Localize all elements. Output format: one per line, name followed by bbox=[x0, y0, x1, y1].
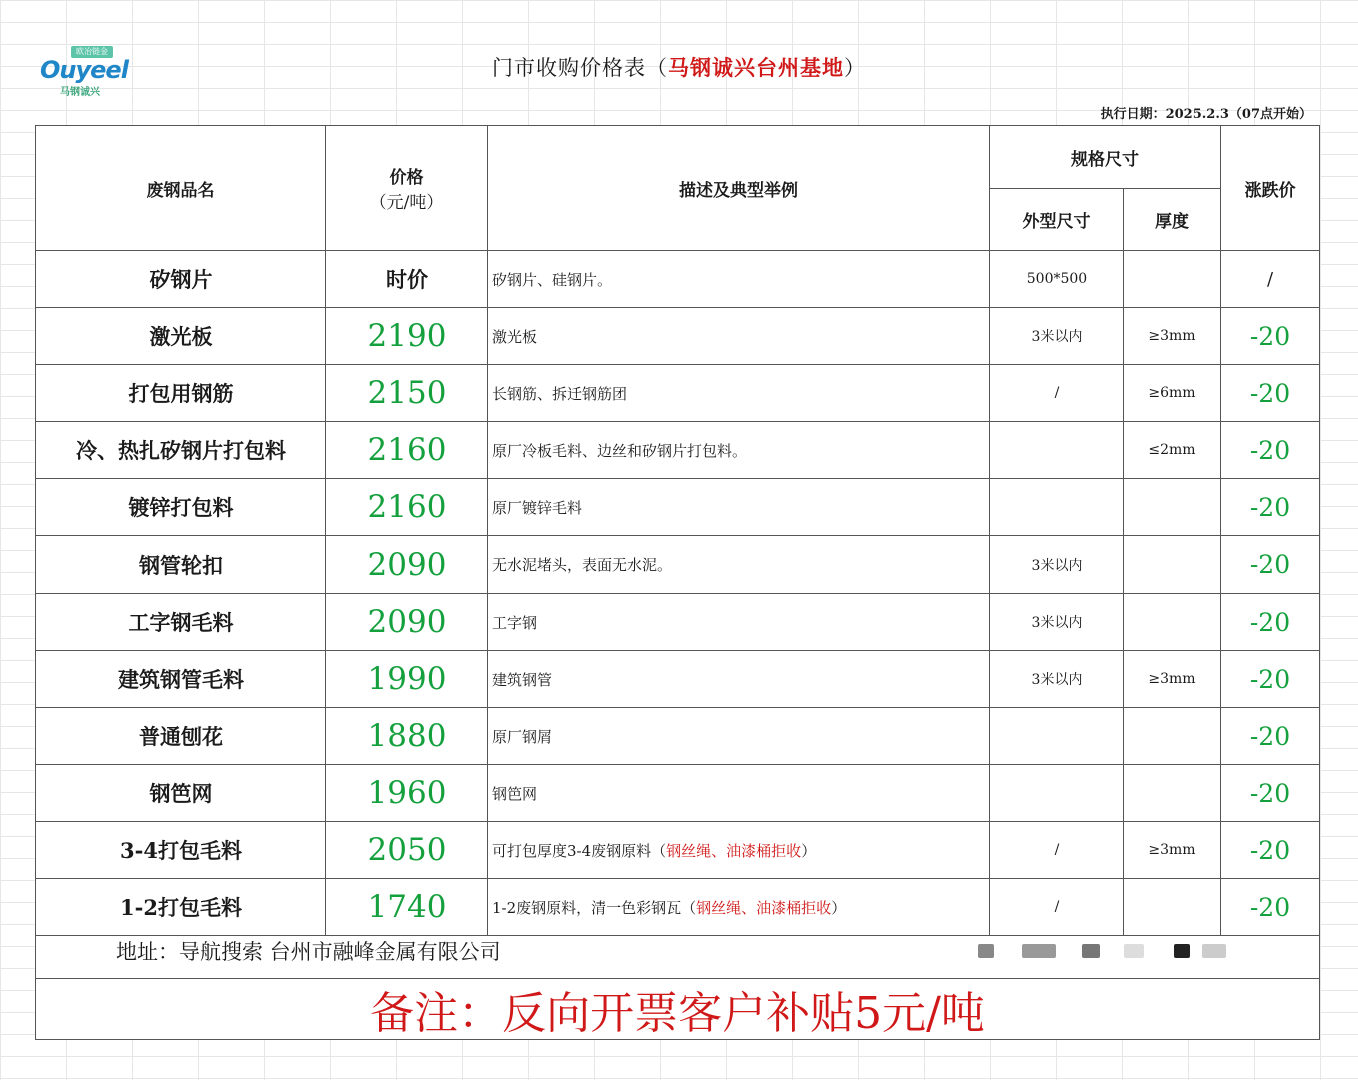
description-text: 原厂冷板毛料、边丝和矽钢片打包料。 bbox=[492, 441, 748, 460]
description-text: 无水泥堵头，表面无水泥。 bbox=[492, 556, 673, 574]
logo-wordmark: Ouyeel bbox=[40, 56, 128, 84]
row-change: / bbox=[1266, 268, 1274, 290]
row-thickness: ≥3mm bbox=[1148, 842, 1196, 858]
header-change: 涨跌价 bbox=[1244, 180, 1296, 201]
row-description bbox=[490, 536, 990, 593]
header-name: 废钢品名 bbox=[146, 180, 215, 201]
description-warning: 钢丝绳、油漆桶拒收 bbox=[696, 898, 832, 917]
row-price: 1990 bbox=[367, 661, 447, 697]
row-description bbox=[490, 822, 990, 878]
execution-date: 执行日期：2025.2.3（07点开始） bbox=[1100, 107, 1312, 122]
header-price-line2: （元/吨） bbox=[369, 193, 444, 213]
row-outer-size: / bbox=[1054, 899, 1060, 915]
row-change: -20 bbox=[1249, 892, 1291, 922]
row-outer-size bbox=[990, 708, 1124, 764]
row-name: 矽钢片 bbox=[149, 267, 213, 292]
row-change: -20 bbox=[1249, 378, 1291, 408]
row-change: -20 bbox=[1249, 778, 1291, 808]
redacted-block bbox=[1082, 944, 1100, 958]
description-text: 建筑钢管 bbox=[492, 670, 553, 689]
row-outer-size: 3米以内 bbox=[1031, 557, 1083, 574]
row-price: 2090 bbox=[367, 604, 447, 640]
row-price: 2160 bbox=[367, 432, 447, 468]
row-description bbox=[490, 479, 990, 535]
row-price: 时价 bbox=[386, 267, 428, 292]
row-price: 2190 bbox=[367, 318, 447, 354]
title-close: ） bbox=[844, 56, 866, 80]
row-description bbox=[490, 708, 990, 764]
title-highlight: 马钢诚兴台州基地 bbox=[668, 55, 844, 80]
page-title bbox=[0, 52, 1358, 82]
header-outer-size: 外型尺寸 bbox=[1022, 212, 1091, 232]
redacted-block bbox=[978, 944, 994, 958]
row-name: 镀锌打包料 bbox=[128, 495, 234, 520]
redacted-block bbox=[1202, 944, 1226, 958]
description-text: 可打包厚度3-4废钢原料（ bbox=[492, 841, 667, 860]
description-warning: 钢丝绳、油漆桶拒收 bbox=[666, 841, 802, 860]
row-thickness bbox=[1123, 765, 1221, 821]
row-description bbox=[490, 308, 990, 364]
redacted-block bbox=[1174, 944, 1190, 958]
row-change: -20 bbox=[1249, 835, 1291, 865]
row-outer-size: 500*500 bbox=[1026, 271, 1088, 287]
row-thickness: ≥3mm bbox=[1148, 671, 1196, 687]
row-description bbox=[490, 651, 990, 707]
remark-note: 备注：反向开票客户补贴5元/吨 bbox=[370, 988, 985, 1039]
row-thickness bbox=[1123, 536, 1221, 593]
row-price: 1740 bbox=[367, 889, 447, 925]
row-name: 1-2打包毛料 bbox=[120, 895, 242, 920]
description-text: 长钢筋、拆迁钢筋团 bbox=[492, 384, 628, 403]
row-change: -20 bbox=[1249, 664, 1291, 694]
row-name: 3-4打包毛料 bbox=[120, 838, 242, 863]
row-change: -20 bbox=[1249, 607, 1291, 637]
row-name: 钢笆网 bbox=[149, 781, 213, 806]
row-description bbox=[490, 422, 990, 478]
row-description bbox=[490, 879, 990, 935]
row-name: 普通刨花 bbox=[139, 724, 223, 749]
row-price: 2150 bbox=[367, 375, 447, 411]
row-change: -20 bbox=[1249, 721, 1291, 751]
row-description bbox=[490, 594, 990, 650]
row-description bbox=[490, 251, 990, 307]
row-outer-size: 3米以内 bbox=[1031, 615, 1083, 631]
row-name: 建筑钢管毛料 bbox=[118, 667, 244, 692]
row-thickness: ≥6mm bbox=[1148, 385, 1196, 401]
row-outer-size: 3米以内 bbox=[1031, 329, 1083, 345]
description-text: 1-2废钢原料，清一色彩钢瓦（ bbox=[492, 898, 697, 917]
row-change: -20 bbox=[1249, 492, 1291, 522]
row-thickness bbox=[1123, 708, 1221, 764]
row-thickness bbox=[1123, 879, 1221, 935]
row-outer-size bbox=[990, 765, 1124, 821]
row-price: 1880 bbox=[367, 718, 447, 754]
redacted-block bbox=[1022, 944, 1056, 958]
header-price bbox=[326, 156, 487, 220]
redacted-block bbox=[1124, 944, 1144, 958]
row-thickness: ≤2mm bbox=[1148, 442, 1196, 458]
row-outer-size: / bbox=[1054, 385, 1060, 401]
title-main: 门市收购价格表（ bbox=[492, 56, 668, 80]
address: 地址：导航搜索 台州市融峰金属有限公司 bbox=[116, 940, 501, 964]
row-description bbox=[490, 365, 990, 421]
price-table bbox=[35, 125, 1320, 1040]
row-thickness bbox=[1123, 479, 1221, 535]
row-change: -20 bbox=[1249, 435, 1291, 465]
row-outer-size: / bbox=[1054, 842, 1060, 858]
row-name: 冷、热扎矽钢片打包料 bbox=[76, 438, 286, 463]
row-outer-size bbox=[990, 422, 1124, 478]
row-change: -20 bbox=[1249, 321, 1291, 351]
description-text: 激光板 bbox=[492, 327, 538, 346]
row-thickness bbox=[1123, 594, 1221, 650]
row-thickness: ≥3mm bbox=[1148, 328, 1196, 344]
row-outer-size: 3米以内 bbox=[1031, 672, 1083, 688]
description-text: 原厂镀锌毛料 bbox=[492, 498, 583, 517]
header-spec: 规格尺寸 bbox=[1071, 149, 1139, 170]
description-text: 矽钢片、硅钢片。 bbox=[492, 270, 613, 289]
logo-subtitle: 马钢诚兴 bbox=[60, 87, 100, 98]
row-name: 激光板 bbox=[149, 324, 213, 349]
description-tail: ） bbox=[831, 898, 847, 917]
row-name: 钢管轮扣 bbox=[139, 552, 223, 578]
header-description: 描述及典型举例 bbox=[679, 180, 798, 201]
row-price: 2090 bbox=[367, 546, 447, 583]
row-outer-size bbox=[990, 479, 1124, 535]
header-price-line1: 价格 bbox=[389, 168, 424, 188]
description-text: 原厂钢屑 bbox=[492, 727, 553, 746]
description-text: 工字钢 bbox=[492, 613, 538, 632]
description-text: 钢笆网 bbox=[492, 784, 538, 803]
row-description bbox=[490, 765, 990, 821]
logo-badge: 欧冶链金 bbox=[71, 46, 113, 58]
row-price: 1960 bbox=[367, 775, 447, 811]
header-thickness: 厚度 bbox=[1155, 212, 1189, 232]
row-thickness bbox=[1123, 251, 1221, 307]
row-price: 2050 bbox=[367, 832, 447, 868]
row-name: 打包用钢筋 bbox=[128, 381, 234, 406]
row-name: 工字钢毛料 bbox=[128, 610, 234, 635]
row-price: 2160 bbox=[367, 489, 447, 525]
description-tail: ） bbox=[801, 841, 817, 860]
row-change: -20 bbox=[1249, 550, 1291, 579]
